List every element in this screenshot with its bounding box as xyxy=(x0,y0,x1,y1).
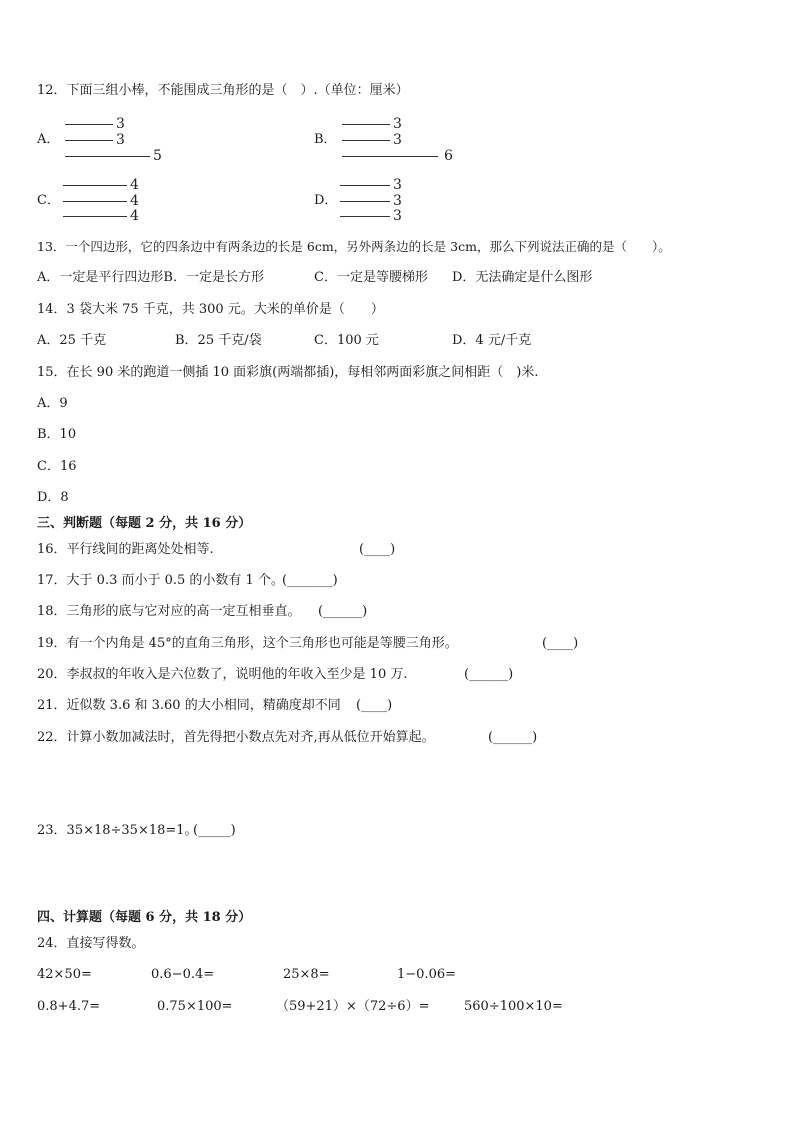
q17-answer-blank[interactable]: (_______) xyxy=(282,573,338,588)
q13-option-ab[interactable]: A．一定是平行四边形B．一定是长方形 xyxy=(37,270,264,285)
stick-length: 5 xyxy=(153,148,162,164)
q17-text: 17．大于 0.3 而小于 0.5 的小数有 1 个。 xyxy=(37,573,284,588)
q19-answer-blank[interactable]: (____) xyxy=(542,636,579,651)
stick-line xyxy=(63,185,127,186)
q16-text: 16．平行线间的距离处处相等. xyxy=(37,542,214,557)
q21-text: 21．近似数 3.6 和 3.60 的大小相同，精确度却不同 xyxy=(37,698,341,713)
q15-option-b[interactable]: B．10 xyxy=(37,427,77,442)
calc-item: 560÷100×10= xyxy=(464,999,563,1014)
stick-length: 4 xyxy=(130,177,139,193)
q20-text: 20．李叔叔的年收入是六位数了，说明他的年收入至少是 10 万. xyxy=(37,667,408,682)
q16-answer-blank[interactable]: (____) xyxy=(359,542,396,557)
stick-length: 3 xyxy=(393,132,402,148)
calc-item: 0.6−0.4= xyxy=(151,967,215,982)
stick-length: 3 xyxy=(116,132,125,148)
calc-item: 42×50= xyxy=(37,967,92,982)
section4-title: 四、计算题（每题 6 分，共 18 分） xyxy=(37,910,252,925)
q15-option-d[interactable]: D．8 xyxy=(37,490,69,505)
q14-option-a[interactable]: A．25 千克 xyxy=(37,333,107,348)
q24-stem: 24．直接写得数。 xyxy=(37,936,145,951)
q14-option-c[interactable]: C．100 元 xyxy=(314,333,379,348)
q12-option-a[interactable] xyxy=(37,118,217,164)
q20-answer-blank[interactable]: (______) xyxy=(464,667,514,682)
q15-option-c[interactable]: C．16 xyxy=(37,459,77,474)
q12-option-c[interactable] xyxy=(37,178,217,224)
stick-line xyxy=(342,156,438,157)
stick-line xyxy=(65,140,113,141)
stick-length: 3 xyxy=(393,116,402,132)
q12-stem: 12．下面三组小棒，不能围成三角形的是（ ）.（单位：厘米） xyxy=(37,83,409,98)
stick-length: 3 xyxy=(393,177,402,193)
calc-item: 0.75×100= xyxy=(157,999,233,1014)
q18-answer-blank[interactable]: (______) xyxy=(318,604,368,619)
q21-answer-blank[interactable]: (____) xyxy=(356,698,393,713)
stick-line xyxy=(340,216,390,217)
q12-option-b[interactable] xyxy=(314,118,494,164)
stick-line xyxy=(340,201,390,202)
q22-text: 22．计算小数加减法时，首先得把小数点先对齐,再从低位开始算起。 xyxy=(37,730,435,745)
stick-line xyxy=(65,156,150,157)
q18-text: 18．三角形的底与它对应的高一定互相垂直。 xyxy=(37,604,301,619)
stick-length: 3 xyxy=(393,208,402,224)
q14-stem: 14．3 袋大米 75 千克，共 300 元。大米的单价是（ ） xyxy=(37,302,384,317)
option-label: C． xyxy=(37,193,60,208)
section3-title: 三、判断题（每题 2 分，共 16 分） xyxy=(37,516,252,531)
option-label: B． xyxy=(314,132,337,147)
q14-option-d[interactable]: D．4 元/千克 xyxy=(452,333,532,348)
q15-stem: 15．在长 90 米的跑道一侧插 10 面彩旗(两端都插)，每相邻两面彩旗之间相距（ )米. xyxy=(37,365,539,380)
calc-item: 1−0.06= xyxy=(397,967,457,982)
q14-option-b[interactable]: B．25 千克/袋 xyxy=(175,333,262,348)
q15-option-a[interactable]: A．9 xyxy=(37,396,68,411)
stick-line xyxy=(340,185,390,186)
stick-line xyxy=(342,124,390,125)
q13-option-c[interactable]: C．一定是等腰梯形 xyxy=(314,270,428,285)
calc-item: 25×8= xyxy=(283,967,330,982)
stick-line xyxy=(65,124,113,125)
q22-answer-blank[interactable]: (______) xyxy=(488,730,538,745)
q13-option-d[interactable]: D．无法确定是什么图形 xyxy=(452,270,593,285)
q12-option-d[interactable] xyxy=(314,178,494,224)
stick-length: 4 xyxy=(130,193,139,209)
stick-line xyxy=(63,201,127,202)
q23-text: 23．35×18÷35×18=1。 xyxy=(37,823,198,838)
stick-line xyxy=(63,216,127,217)
calc-item: （59+21）×（72÷6）= xyxy=(276,999,430,1014)
option-label: A． xyxy=(37,132,60,147)
stick-line xyxy=(342,140,390,141)
q13-stem: 13．一个四边形，它的四条边中有两条边的长是 6cm，另外两条边的长是 3cm，那么下列说法正确的是（ ）。 xyxy=(37,239,671,254)
q23-answer-blank[interactable]: (_____) xyxy=(193,823,236,838)
stick-length: 6 xyxy=(444,148,453,164)
option-label: D． xyxy=(314,193,338,208)
q19-text: 19．有一个内角是 45°的直角三角形，这个三角形也可能是等腰三角形。 xyxy=(37,636,458,651)
calc-item: 0.8+4.7= xyxy=(37,999,101,1014)
stick-length: 3 xyxy=(393,193,402,209)
stick-length: 3 xyxy=(116,116,125,132)
stick-length: 4 xyxy=(130,208,139,224)
